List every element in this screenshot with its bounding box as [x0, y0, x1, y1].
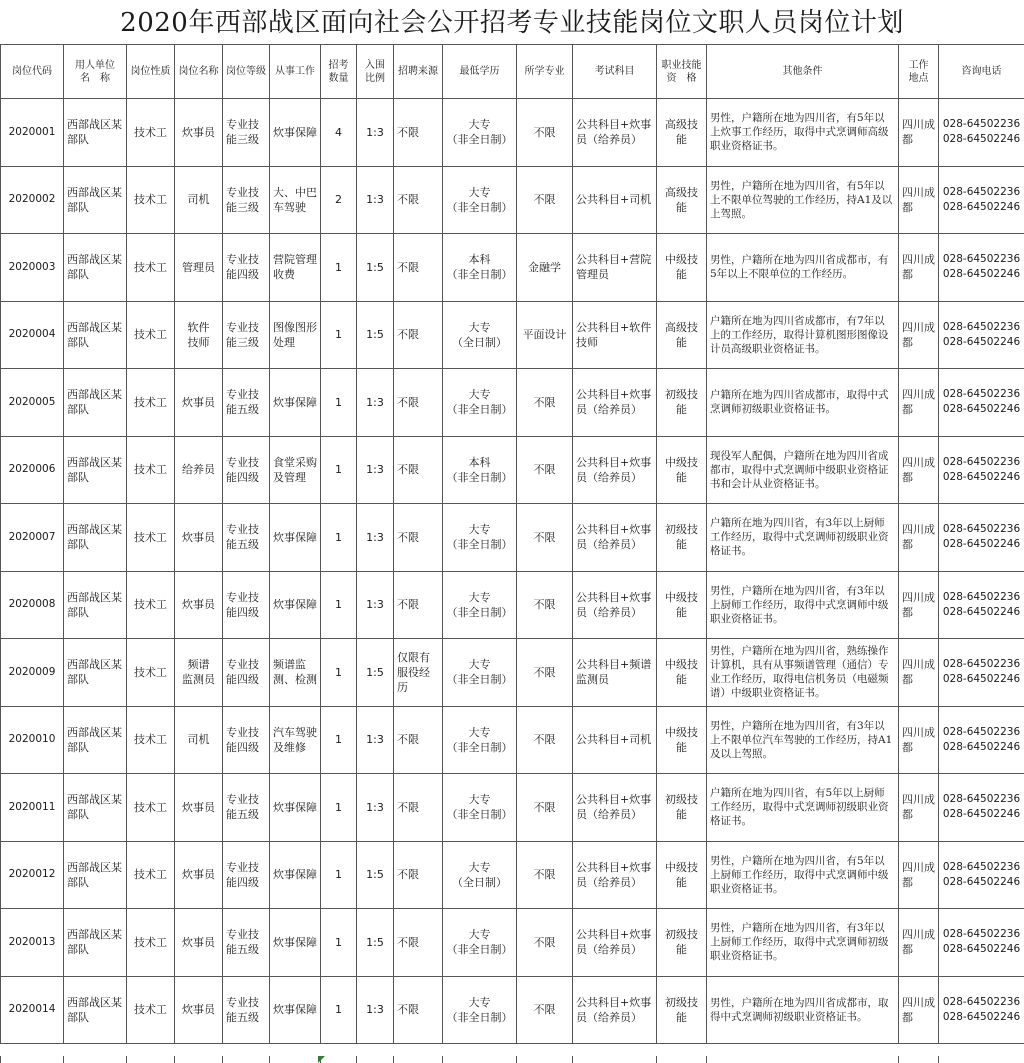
- header-work: 从事工作: [270, 45, 321, 99]
- cell-place: 四川成都: [899, 774, 939, 842]
- cell-skill: 中级技能: [657, 706, 707, 774]
- cell-grade: 专业技能四级: [223, 436, 270, 504]
- header-unit: 用人单位 名 称: [64, 45, 127, 99]
- cell-count: 1: [321, 909, 357, 977]
- cell-count: 1: [321, 639, 357, 707]
- cell-ratio: 1:3: [357, 166, 394, 234]
- table-body: [1, 99, 1024, 1044]
- cell-exam: 公共科目+炊事员（给养员）: [573, 774, 657, 842]
- cell-source: 不限: [394, 841, 443, 909]
- cell-place: 四川成都: [899, 369, 939, 437]
- cell-ratio: 1:3: [357, 976, 394, 1044]
- cell-place: 四川成都: [899, 166, 939, 234]
- cell-grade: 专业技能四级: [223, 234, 270, 302]
- cell-place: 四川成都: [899, 706, 939, 774]
- cell-major: 不限: [517, 369, 573, 437]
- cell-grade: 专业技能四级: [223, 841, 270, 909]
- cell-grade: 专业技能四级: [223, 571, 270, 639]
- cell-nature: 技术工: [127, 436, 175, 504]
- cell-phone: 028-64502236 028-64502246: [939, 436, 1024, 504]
- cell-nature: 技术工: [127, 369, 175, 437]
- cell-source: 不限: [394, 301, 443, 369]
- cell-ratio: 1:3: [357, 99, 394, 167]
- cell-exam: 公共科目+炊事员（给养员）: [573, 909, 657, 977]
- cell-skill: 初级技能: [657, 504, 707, 572]
- cell-edu: 大专 （非全日制）: [443, 976, 517, 1044]
- cell-code: 2020010: [1, 706, 64, 774]
- cell-name: 给养员: [175, 436, 223, 504]
- cell-ratio: 1:5: [357, 841, 394, 909]
- cell-edu: 大专 （非全日制）: [443, 774, 517, 842]
- cell-source: 不限: [394, 99, 443, 167]
- cell-ratio: 1:3: [357, 706, 394, 774]
- cell-major: 金融学: [517, 234, 573, 302]
- next-row-edge: [0, 1056, 1024, 1063]
- cell-source: 不限: [394, 706, 443, 774]
- cell-unit: 西部战区某部队: [64, 301, 127, 369]
- cell-other: 男性，户籍所在地为四川省成都市，取得中式烹调师初级职业资格证书。: [707, 976, 899, 1044]
- cell-skill: 中级技能: [657, 436, 707, 504]
- table-row: [1, 99, 1024, 167]
- cell-source: 不限: [394, 369, 443, 437]
- cell-place: 四川成都: [899, 504, 939, 572]
- cell-grade: 专业技能五级: [223, 504, 270, 572]
- cell-source: 不限: [394, 436, 443, 504]
- cell-code: 2020008: [1, 571, 64, 639]
- cell-unit: 西部战区某部队: [64, 99, 127, 167]
- cell-source: 仅限有服役经历: [394, 639, 443, 707]
- cell-code: 2020004: [1, 301, 64, 369]
- cell-ratio: 1:3: [357, 504, 394, 572]
- grid-line: [126, 1056, 127, 1063]
- cell-phone: 028-64502236 028-64502246: [939, 909, 1024, 977]
- cell-grade: 专业技能三级: [223, 166, 270, 234]
- cell-code: 2020013: [1, 909, 64, 977]
- cell-edu: 大专 （非全日制）: [443, 99, 517, 167]
- table-row: [1, 436, 1024, 504]
- cell-source: 不限: [394, 504, 443, 572]
- cell-unit: 西部战区某部队: [64, 841, 127, 909]
- cell-skill: 初级技能: [657, 909, 707, 977]
- header-code: 岗位代码: [1, 45, 64, 99]
- grid-line: [516, 1056, 517, 1063]
- cell-unit: 西部战区某部队: [64, 774, 127, 842]
- cell-count: 1: [321, 976, 357, 1044]
- cell-exam: 公共科目+炊事员（给养员）: [573, 504, 657, 572]
- header-skill: 职业技能 资 格: [657, 45, 707, 99]
- cell-grade: 专业技能四级: [223, 706, 270, 774]
- cell-phone: 028-64502236 028-64502246: [939, 841, 1024, 909]
- cell-work: 食堂采购及管理: [270, 436, 321, 504]
- cell-ratio: 1:3: [357, 571, 394, 639]
- cell-code: 2020012: [1, 841, 64, 909]
- cell-skill: 中级技能: [657, 571, 707, 639]
- cell-code: 2020009: [1, 639, 64, 707]
- cell-ratio: 1:3: [357, 436, 394, 504]
- cell-edu: 本科 （非全日制）: [443, 436, 517, 504]
- cell-unit: 西部战区某部队: [64, 436, 127, 504]
- header-name: 岗位名称: [175, 45, 223, 99]
- job-plan-table: [0, 44, 1024, 1044]
- cell-code: 2020003: [1, 234, 64, 302]
- page-title: 2020年西部战区面向社会公开招考专业技能岗位文职人员岗位计划: [120, 8, 904, 38]
- cell-major: 不限: [517, 774, 573, 842]
- cell-work: 炊事保障: [270, 99, 321, 167]
- cell-edu: 大专 （非全日制）: [443, 909, 517, 977]
- cell-source: 不限: [394, 774, 443, 842]
- cell-other: 户籍所在地为四川省，有5年以上厨师工作经历，取得中式烹调师初级职业资格证书。: [707, 774, 899, 842]
- cell-exam: 公共科目+司机: [573, 706, 657, 774]
- cell-work: 炊事保障: [270, 369, 321, 437]
- cell-nature: 技术工: [127, 99, 175, 167]
- cell-skill: 初级技能: [657, 369, 707, 437]
- cell-unit: 西部战区某部队: [64, 639, 127, 707]
- cell-other: 男性，户籍所在地为四川省成都市，有5年以上不限单位的工作经历。: [707, 234, 899, 302]
- cell-edu: 大专 （非全日制）: [443, 571, 517, 639]
- cell-phone: 028-64502236 028-64502246: [939, 639, 1024, 707]
- cell-count: 1: [321, 841, 357, 909]
- grid-line: [572, 1056, 573, 1063]
- cell-count: 1: [321, 301, 357, 369]
- cell-skill: 初级技能: [657, 774, 707, 842]
- cell-ratio: 1:5: [357, 909, 394, 977]
- cell-count: 2: [321, 166, 357, 234]
- cell-unit: 西部战区某部队: [64, 504, 127, 572]
- cell-source: 不限: [394, 571, 443, 639]
- cell-name: 管理员: [175, 234, 223, 302]
- cell-ratio: 1:5: [357, 234, 394, 302]
- cell-work: 炊事保障: [270, 909, 321, 977]
- header-place: 工作 地点: [899, 45, 939, 99]
- grid-line: [63, 1056, 64, 1063]
- cell-major: 不限: [517, 841, 573, 909]
- cell-unit: 西部战区某部队: [64, 571, 127, 639]
- cell-skill: 中级技能: [657, 841, 707, 909]
- cell-nature: 技术工: [127, 706, 175, 774]
- cell-edu: 大专 （非全日制）: [443, 706, 517, 774]
- header-row: [1, 45, 1024, 99]
- cell-edu: 大专 （全日制）: [443, 841, 517, 909]
- cell-skill: 高级技能: [657, 301, 707, 369]
- cell-work: 炊事保障: [270, 976, 321, 1044]
- table-row: [1, 301, 1024, 369]
- grid-line: [656, 1056, 657, 1063]
- cell-nature: 技术工: [127, 571, 175, 639]
- cell-nature: 技术工: [127, 909, 175, 977]
- cell-skill: 高级技能: [657, 166, 707, 234]
- cell-other: 户籍所在地为四川省成都市，取得中式烹调师初级职业资格证书。: [707, 369, 899, 437]
- table-row: [1, 504, 1024, 572]
- cell-count: 1: [321, 369, 357, 437]
- cell-code: 2020007: [1, 504, 64, 572]
- cell-source: 不限: [394, 909, 443, 977]
- grid-line: [393, 1056, 394, 1063]
- cell-phone: 028-64502236 028-64502246: [939, 774, 1024, 842]
- table-row: [1, 706, 1024, 774]
- cell-source: 不限: [394, 166, 443, 234]
- cell-code: 2020005: [1, 369, 64, 437]
- cell-place: 四川成都: [899, 841, 939, 909]
- cell-major: 不限: [517, 99, 573, 167]
- grid-line: [0, 1056, 1, 1063]
- cell-grade: 专业技能五级: [223, 774, 270, 842]
- grid-line: [269, 1056, 270, 1063]
- cell-name: 炊事员: [175, 99, 223, 167]
- cell-work: 图像图形处理: [270, 301, 321, 369]
- cell-edu: 大专 （全日制）: [443, 301, 517, 369]
- header-nature: 岗位性质: [127, 45, 175, 99]
- cell-phone: 028-64502236 028-64502246: [939, 706, 1024, 774]
- grid-line: [222, 1056, 223, 1063]
- cell-name: 炊事员: [175, 841, 223, 909]
- cell-major: 不限: [517, 436, 573, 504]
- cell-exam: 公共科目+软件技师: [573, 301, 657, 369]
- cell-place: 四川成都: [899, 909, 939, 977]
- cell-count: 1: [321, 706, 357, 774]
- cell-exam: 公共科目+频谱监测员: [573, 639, 657, 707]
- cell-edu: 本科 （非全日制）: [443, 234, 517, 302]
- header-grade: 岗位等级: [223, 45, 270, 99]
- table-row: [1, 639, 1024, 707]
- cell-grade: 专业技能三级: [223, 301, 270, 369]
- cell-grade: 专业技能五级: [223, 976, 270, 1044]
- cell-edu: 大专 （非全日制）: [443, 166, 517, 234]
- header-edu: 最低学历: [443, 45, 517, 99]
- cell-work: 营院管理收费: [270, 234, 321, 302]
- cell-place: 四川成都: [899, 976, 939, 1044]
- cell-nature: 技术工: [127, 234, 175, 302]
- cell-exam: 公共科目+炊事员（给养员）: [573, 571, 657, 639]
- cell-work: 汽车驾驶及维修: [270, 706, 321, 774]
- header-exam: 考试科目: [573, 45, 657, 99]
- cell-skill: 初级技能: [657, 976, 707, 1044]
- cell-other: 男性，户籍所在地为四川省，熟练操作计算机，具有从事频谱管理（通信）专业工作经历，取得电信机务员（电磁频谱）中级职业资格证书。: [707, 639, 899, 707]
- cell-exam: 公共科目+炊事员（给养员）: [573, 369, 657, 437]
- cell-other: 男性，户籍所在地为四川省，有5年以上不限单位驾驶的工作经历，持A1及以上驾照。: [707, 166, 899, 234]
- cell-skill: 中级技能: [657, 639, 707, 707]
- cell-code: 2020011: [1, 774, 64, 842]
- table-row: [1, 774, 1024, 842]
- cell-skill: 高级技能: [657, 99, 707, 167]
- cell-work: 炊事保障: [270, 774, 321, 842]
- cell-count: 4: [321, 99, 357, 167]
- cell-phone: 028-64502236 028-64502246: [939, 504, 1024, 572]
- cell-exam: 公共科目+炊事员（给养员）: [573, 841, 657, 909]
- cell-grade: 专业技能三级: [223, 99, 270, 167]
- cell-phone: 028-64502236 028-64502246: [939, 166, 1024, 234]
- grid-line: [706, 1056, 707, 1063]
- cell-count: 1: [321, 774, 357, 842]
- cell-major: 不限: [517, 504, 573, 572]
- cell-name: 司机: [175, 706, 223, 774]
- cell-major: 不限: [517, 909, 573, 977]
- cell-major: 不限: [517, 706, 573, 774]
- cell-unit: 西部战区某部队: [64, 706, 127, 774]
- cell-ratio: 1:5: [357, 301, 394, 369]
- cell-exam: 公共科目+炊事员（给养员）: [573, 976, 657, 1044]
- table-row: [1, 166, 1024, 234]
- cell-ratio: 1:5: [357, 639, 394, 707]
- table-row: [1, 571, 1024, 639]
- cell-exam: 公共科目+营院管理员: [573, 234, 657, 302]
- cell-other: 男性，户籍所在地为四川省，有3年以上不限单位汽车驾驶的工作经历，持A1及以上驾照。: [707, 706, 899, 774]
- cell-nature: 技术工: [127, 166, 175, 234]
- cell-source: 不限: [394, 976, 443, 1044]
- cell-count: 1: [321, 504, 357, 572]
- table-row: [1, 234, 1024, 302]
- cell-edu: 大专 （非全日制）: [443, 639, 517, 707]
- cell-name: 软件 技师: [175, 301, 223, 369]
- cell-major: 不限: [517, 571, 573, 639]
- cell-exam: 公共科目+司机: [573, 166, 657, 234]
- cell-unit: 西部战区某部队: [64, 369, 127, 437]
- cell-edu: 大专 （非全日制）: [443, 369, 517, 437]
- cell-unit: 西部战区某部队: [64, 976, 127, 1044]
- cell-skill: 中级技能: [657, 234, 707, 302]
- cell-work: 炊事保障: [270, 571, 321, 639]
- cell-code: 2020014: [1, 976, 64, 1044]
- cell-major: 不限: [517, 639, 573, 707]
- cell-grade: 专业技能五级: [223, 909, 270, 977]
- cell-grade: 专业技能五级: [223, 369, 270, 437]
- cell-other: 现役军人配偶，户籍所在地为四川省成都市，取得中式烹调师中级职业资格证书和会计从业资格证书。: [707, 436, 899, 504]
- cell-nature: 技术工: [127, 301, 175, 369]
- cell-name: 司机: [175, 166, 223, 234]
- cell-major: 平面设计: [517, 301, 573, 369]
- cell-place: 四川成都: [899, 571, 939, 639]
- cell-edu: 大专 （非全日制）: [443, 504, 517, 572]
- cell-unit: 西部战区某部队: [64, 234, 127, 302]
- cell-ratio: 1:3: [357, 774, 394, 842]
- cell-ratio: 1:3: [357, 369, 394, 437]
- cell-other: 男性，户籍所在地为四川省，有3年以上厨师工作经历，取得中式烹调师中级职业资格证书。: [707, 571, 899, 639]
- cell-other: 男性，户籍所在地为四川省，有5年以上厨师工作经历，取得中式烹调师中级职业资格证书。: [707, 841, 899, 909]
- cell-work: 炊事保障: [270, 841, 321, 909]
- cell-name: 炊事员: [175, 571, 223, 639]
- grid-line: [442, 1056, 443, 1063]
- cell-phone: 028-64502236 028-64502246: [939, 99, 1024, 167]
- grid-line: [938, 1056, 939, 1063]
- header-source: 招聘来源: [394, 45, 443, 99]
- grid-line: [356, 1056, 357, 1063]
- cell-count: 1: [321, 571, 357, 639]
- cell-work: 炊事保障: [270, 504, 321, 572]
- cell-other: 男性，户籍所在地为四川省，有5年以上炊事工作经历，取得中式烹调师高级职业资格证书。: [707, 99, 899, 167]
- cell-nature: 技术工: [127, 504, 175, 572]
- cell-nature: 技术工: [127, 639, 175, 707]
- cell-other: 男性，户籍所在地为四川省，有3年以上厨师工作经历，取得中式烹调师初级职业资格证书。: [707, 909, 899, 977]
- cell-place: 四川成都: [899, 301, 939, 369]
- cell-name: 频谱 监测员: [175, 639, 223, 707]
- grid-line: [898, 1056, 899, 1063]
- cell-grade: 专业技能四级: [223, 639, 270, 707]
- cell-nature: 技术工: [127, 841, 175, 909]
- cell-nature: 技术工: [127, 976, 175, 1044]
- table-row: [1, 841, 1024, 909]
- cell-phone: 028-64502236 028-64502246: [939, 301, 1024, 369]
- cell-exam: 公共科目+炊事员（给养员）: [573, 99, 657, 167]
- table-row: [1, 976, 1024, 1044]
- cell-name: 炊事员: [175, 369, 223, 437]
- cell-exam: 公共科目+炊事员（给养员）: [573, 436, 657, 504]
- cell-code: 2020002: [1, 166, 64, 234]
- cell-other: 户籍所在地为四川省成都市，有7年以上的工作经历，取得计算机图形图像设计员高级职业资格证书。: [707, 301, 899, 369]
- cell-major: 不限: [517, 976, 573, 1044]
- cell-nature: 技术工: [127, 774, 175, 842]
- cell-name: 炊事员: [175, 976, 223, 1044]
- cell-other: 户籍所在地为四川省，有3年以上厨师工作经历，取得中式烹调师初级职业资格证书。: [707, 504, 899, 572]
- cell-work: 频谱监测、检测: [270, 639, 321, 707]
- cell-name: 炊事员: [175, 774, 223, 842]
- cell-place: 四川成都: [899, 99, 939, 167]
- cell-code: 2020006: [1, 436, 64, 504]
- cell-phone: 028-64502236 028-64502246: [939, 369, 1024, 437]
- cell-unit: 西部战区某部队: [64, 909, 127, 977]
- header-ratio: 入围 比例: [357, 45, 394, 99]
- table-row: [1, 909, 1024, 977]
- cell-place: 四川成都: [899, 639, 939, 707]
- cell-unit: 西部战区某部队: [64, 166, 127, 234]
- cell-work: 大、中巴车驾驶: [270, 166, 321, 234]
- cell-name: 炊事员: [175, 909, 223, 977]
- cell-phone: 028-64502236 028-64502246: [939, 234, 1024, 302]
- cell-place: 四川成都: [899, 234, 939, 302]
- cell-phone: 028-64502236 028-64502246: [939, 976, 1024, 1044]
- cell-source: 不限: [394, 234, 443, 302]
- header-other: 其他条件: [707, 45, 899, 99]
- header-phone: 咨询电话: [939, 45, 1024, 99]
- cell-count: 1: [321, 436, 357, 504]
- table-row: [1, 369, 1024, 437]
- grid-line: [174, 1056, 175, 1063]
- cell-phone: 028-64502236 028-64502246: [939, 571, 1024, 639]
- cell-major: 不限: [517, 166, 573, 234]
- cell-count: 1: [321, 234, 357, 302]
- cell-comment-marker: [318, 1056, 325, 1063]
- header-major: 所学专业: [517, 45, 573, 99]
- header-count: 招考 数量: [321, 45, 357, 99]
- cell-code: 2020001: [1, 99, 64, 167]
- cell-place: 四川成都: [899, 436, 939, 504]
- cell-name: 炊事员: [175, 504, 223, 572]
